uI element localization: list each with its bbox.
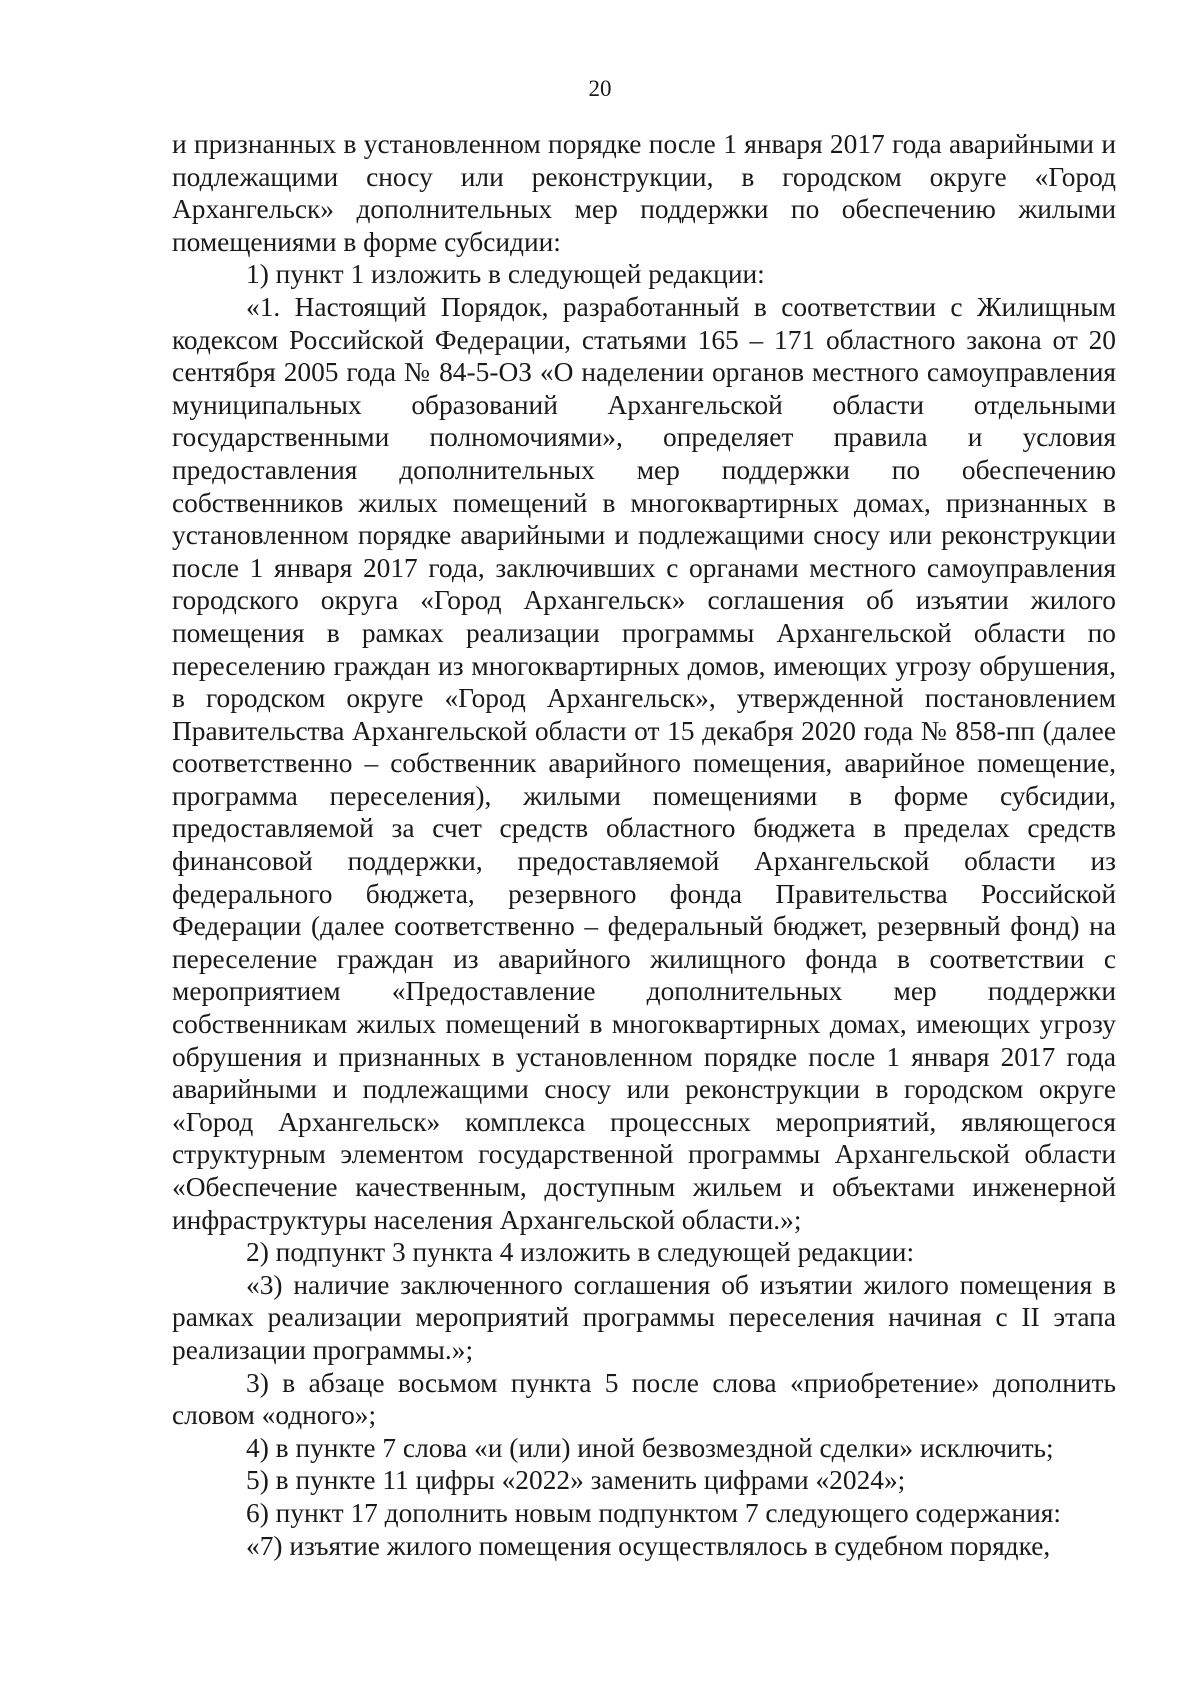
document-body	[172, 128, 1116, 1562]
page-number: 20	[588, 76, 612, 101]
paragraph-item-2-text: «3) наличие заключенного соглашения об изъятии жилого помещения в рамках реализации мероприятий программы переселения начиная с II этапа реализации программы.»;	[172, 1269, 1116, 1365]
paragraph-item-4: 4) в пункте 7 слова «и (или) иной безвозмездной сделки» исключить;	[246, 1432, 1054, 1463]
paragraph-item-5: 5) в пункте 11 цифры «2022» заменить цифрами «2024»;	[246, 1465, 906, 1496]
paragraph-item-6-text: «7) изъятие жилого помещения осуществлялось в судебном порядке,	[246, 1530, 1051, 1561]
paragraph-item-1-text: «1. Настоящий Порядок, разработанный в соответствии с Жилищным кодексом Российской Федерации, статьями 165 – 171 областного закона от 20 сентября 2005 года № 84-5-ОЗ «О наделении органов местного самоуправления муниципальных образований Архангельской области отдельными государственными полномочиями», определяет правила и условия предоставления дополнительных мер поддержки по обеспечению собственников жилых помещений в многоквартирных домах, признанных в установленном порядке аварийными и подлежащими сносу или реконструкции после 1 января 2017 года, заключивших с органами местного самоуправления городского округа «Город Архангельск» соглашения об изъятии жилого помещения в рамках реализации программы Архангельской области по переселению граждан из многоквартирных домов, имеющих угрозу обрушения, в городском округе «Город Архангельск», утвержденной постановлением Правительства Архангельской области от 15 декабря 2020 года № 858-пп (далее соответственно – собственник аварийного помещения, аварийное помещение, программа переселения), жилыми помещениями в форме субсидии, предоставляемой за счет средств областного бюджета в пределах средств финансовой поддержки, предоставляемой Архангельской области из федерального бюджета, резервного фонда Правительства Российской Федерации (далее соответственно – федеральный бюджет, резервный фонд) на переселение граждан из аварийного жилищного фонда в соответствии с мероприятием «Предоставление дополнительных мер поддержки собственникам жилых помещений в многоквартирных домах, имеющих угрозу обрушения и признанных в установленном порядке после 1 января 2017 года аварийными и подлежащими сносу или реконструкции в городском округе «Город Архангельск» комплекса процессных мероприятий, являющегося структурным элементом государственной программы Архангельской области «Обеспечение качественным, доступным жильем и объектами инженерной инфраструктуры населения Архангельской области.»;	[172, 291, 1116, 1235]
paragraph-continuation: и признанных в установленном порядке после 1 января 2017 года аварийными и подлежащими сносу или реконструкции, в городском округе «Город Архангельск» дополнительных мер поддержки по обеспечению жилыми помещениями в форме субсидии:	[172, 129, 1116, 257]
paragraph-item-3: 3) в абзаце восьмом пункта 5 после слова «приобретение» дополнить словом «одного»;	[172, 1367, 1116, 1431]
paragraph-item-1: 1) пункт 1 изложить в следующей редакции:	[246, 259, 765, 290]
paragraph-item-2: 2) подпункт 3 пункта 4 изложить в следующей редакции:	[246, 1237, 915, 1268]
paragraph-item-6: 6) пункт 17 дополнить новым подпунктом 7 следующего содержания:	[246, 1497, 1061, 1528]
